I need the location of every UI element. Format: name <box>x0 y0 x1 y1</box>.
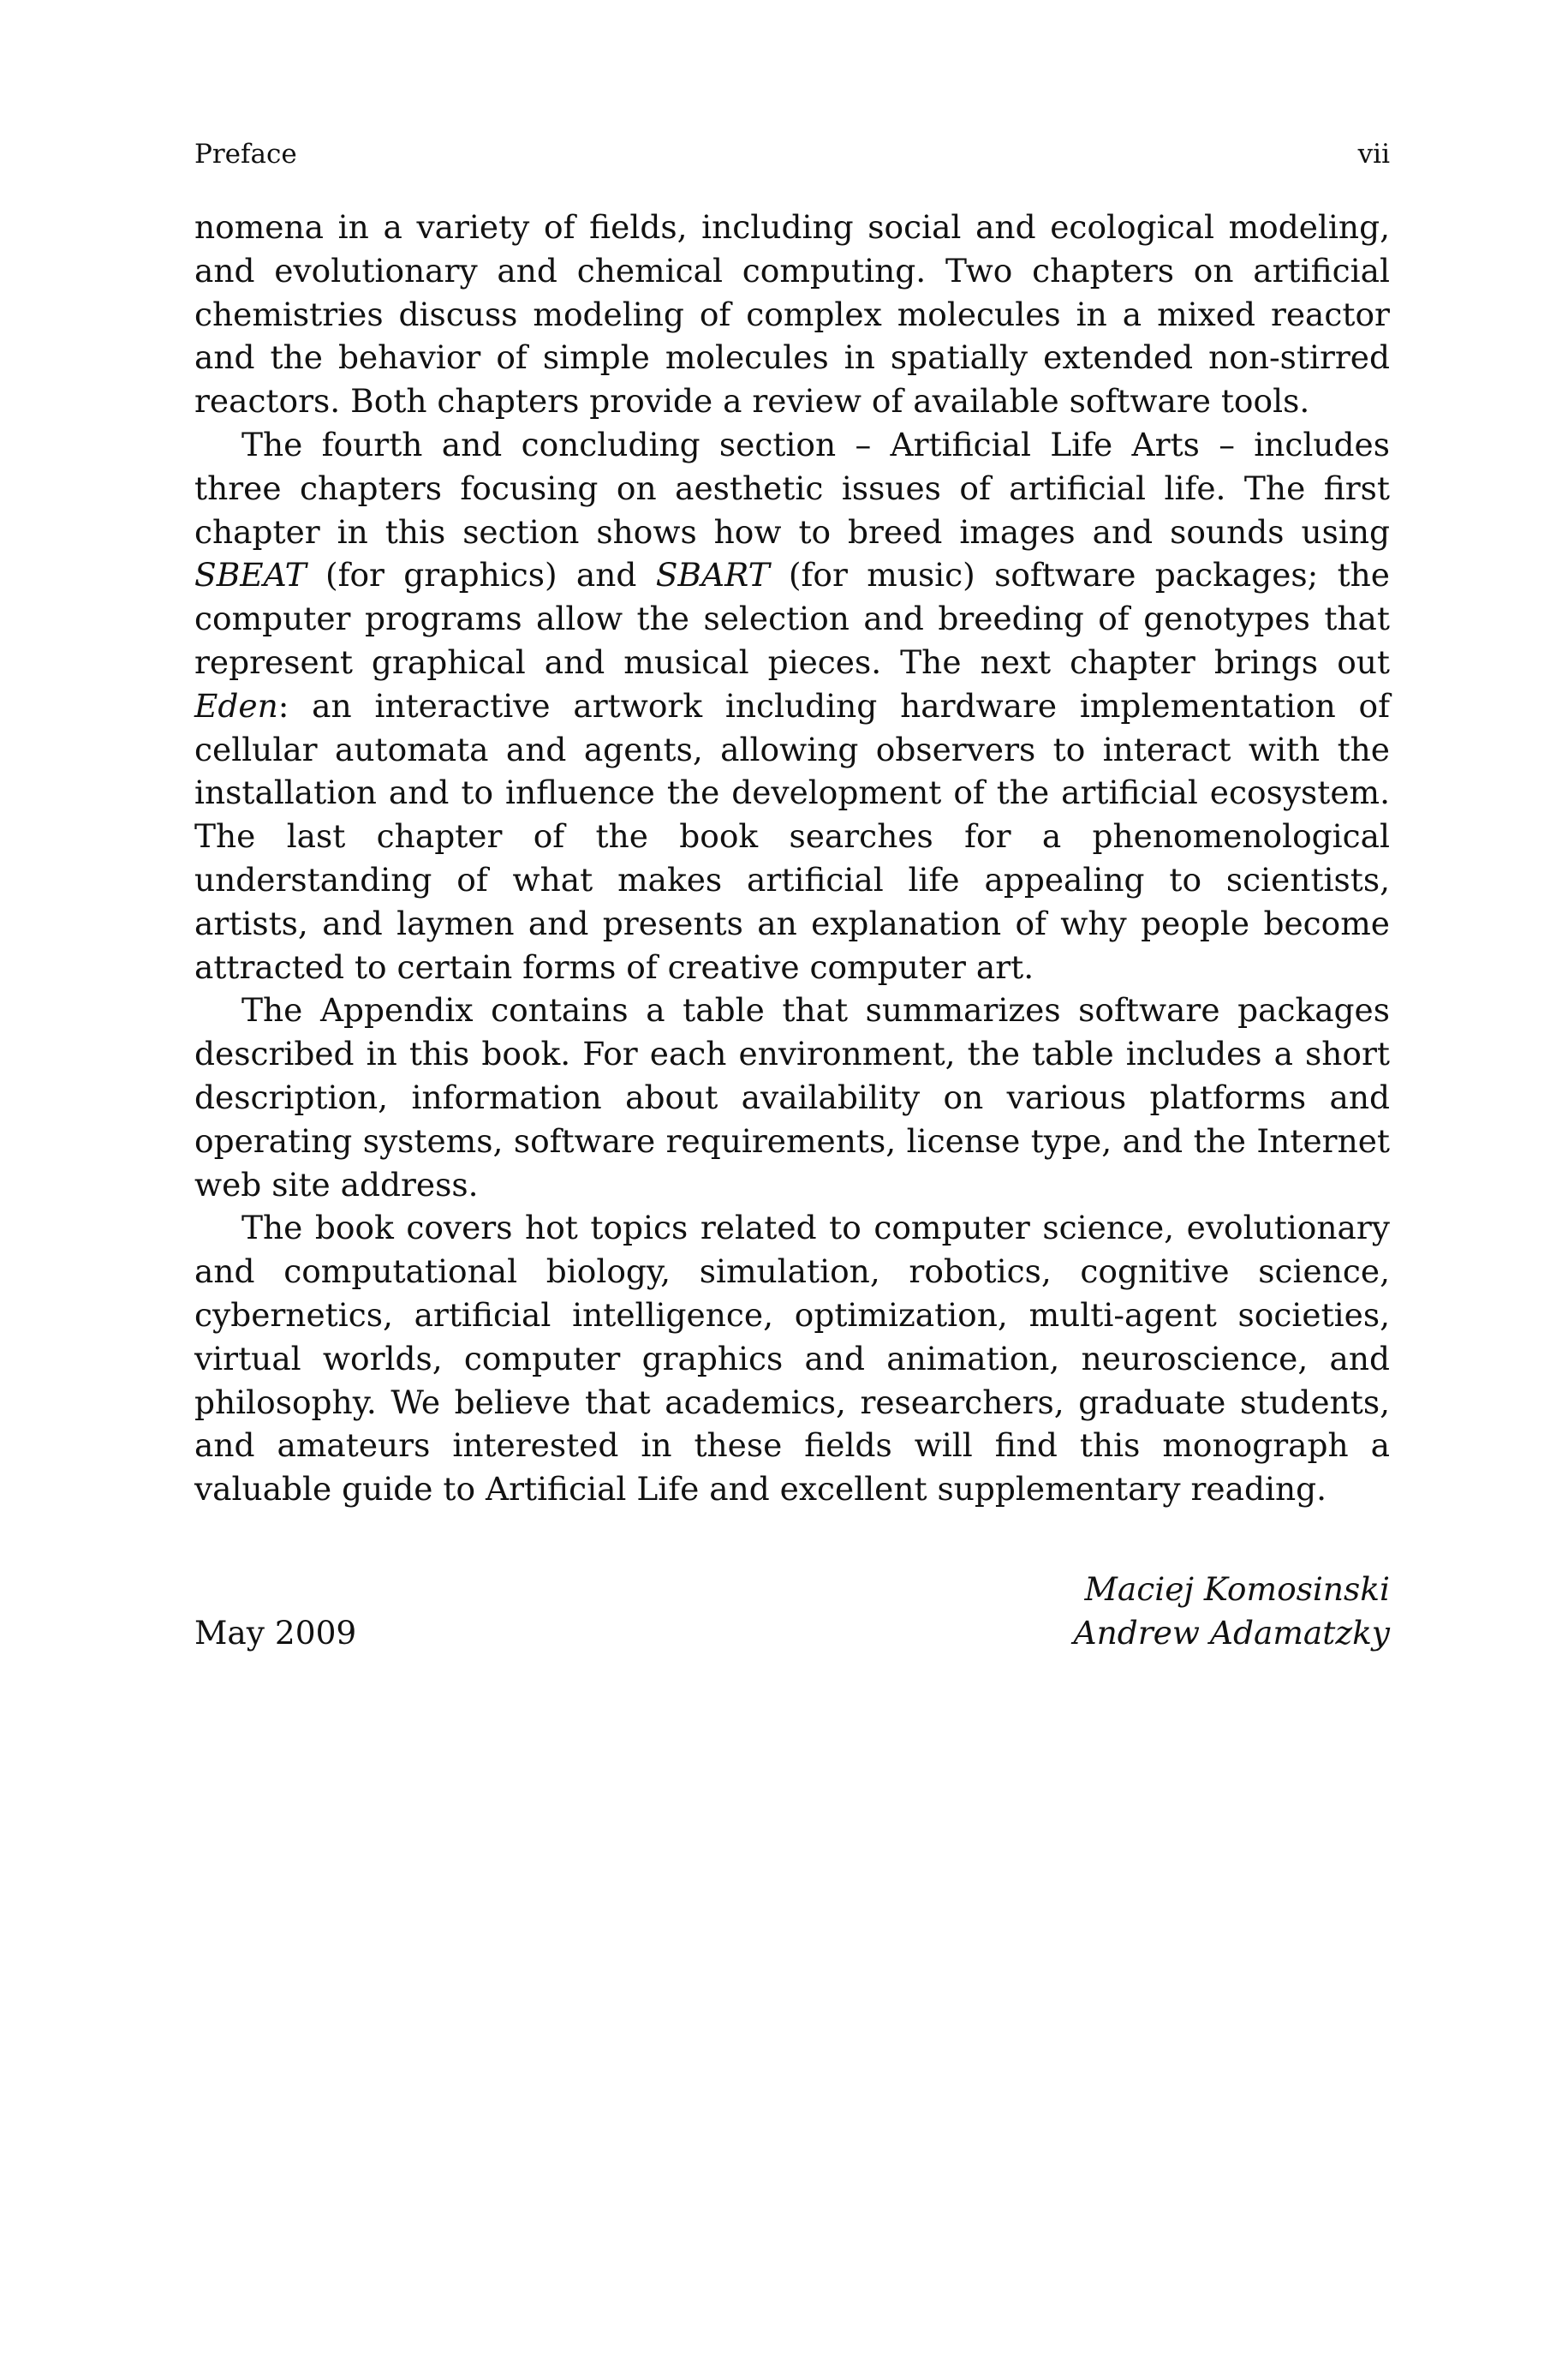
signoff <box>194 1568 1390 1655</box>
arts-text-1: The fourth and concluding section – Artificial Life Arts – includes three chapters focusing on aesthetic issues of artificial life. The first chapter in this section shows how to breed images and sounds using <box>194 425 1390 551</box>
author-list <box>1074 1568 1390 1655</box>
eden-term: Eden <box>194 686 278 725</box>
author-name: Andrew Adamatzky <box>1073 1614 1390 1652</box>
running-head <box>194 137 1390 171</box>
paragraph-topics: The book covers hot topics related to computer science, evolutionary and computational biology, simulation, robotics, cognitive science, cybernetics, artificial intelligence, optimization, multi-agent societies, virtual worlds, computer graphics and animation, neuroscience, and philosophy. We believe that academics, researchers, graduate students, and amateurs interested in these fields will find this monograph a valuable guide to Artificial Life and excellent supplementary reading. <box>194 1209 1390 1509</box>
author-name: Maciej Komosinski <box>1084 1570 1390 1608</box>
paragraph-arts-section <box>194 423 1390 989</box>
running-head-title: Preface <box>194 139 297 170</box>
page-number: vii <box>1357 139 1390 170</box>
arts-text-4: : an interactive artwork including hardware implementation of cellular automata and agents, allowing observers to interact with the installation and to influence the development of the artificial ecosystem. The last chapter of the book searches for a phenomenological understanding of what makes artificial life appealing to scientists, artists, and laymen and presents an explanation of why people become attracted to certain forms of creative computer art. <box>194 686 1390 986</box>
signoff-date: May 2009 <box>194 1614 357 1652</box>
paragraph-continued: nomena in a variety of fields, including social and ecological modeling, and evolutionary and chemical computing. Two chapters on artificial chemistries discuss modeling of complex molecules in a mixed reactor and the behavior of simple molecules in spatially extended non-stirred reactors. Both chapters provide a review of available software tools. <box>194 208 1390 421</box>
arts-text-3: (for music) software packages; the computer programs allow the selection and breeding of genotypes that represent graphical and musical pieces. The next chapter brings out <box>194 556 1390 681</box>
paragraph-appendix: The Appendix contains a table that summarizes software packages described in this book. For each environment, the table includes a short description, information about availability on various platforms and operating systems, software requirements, license type, and the Internet web site address. <box>194 991 1390 1204</box>
sbeat-term: SBEAT <box>194 556 307 594</box>
sbart-term: SBART <box>655 556 770 594</box>
arts-text-2: (for graphics) and <box>306 556 656 594</box>
preface-body <box>194 206 1390 1511</box>
